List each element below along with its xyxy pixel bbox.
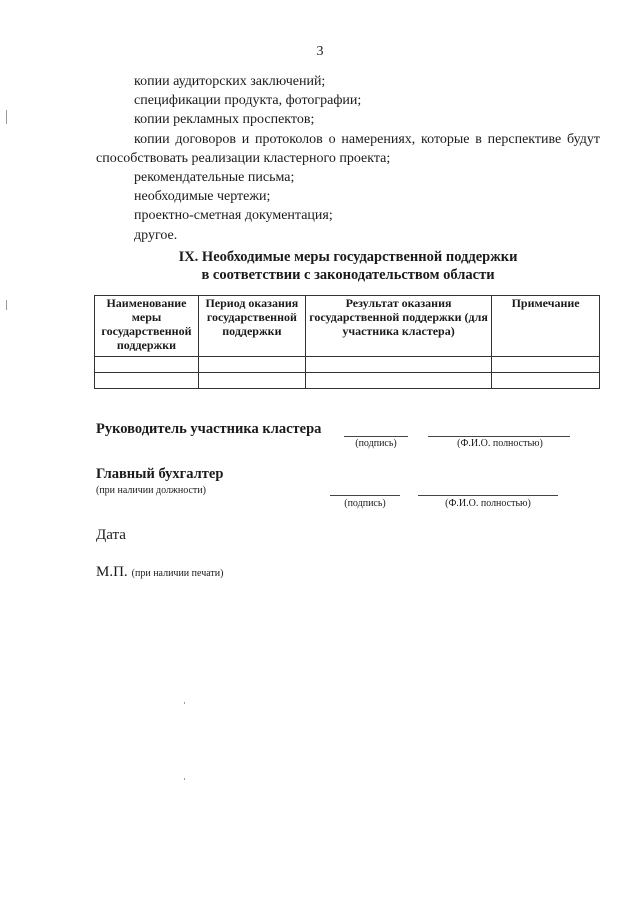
table-cell[interactable] xyxy=(305,373,491,389)
header-measure-name: Наименование меры государственной поддержки xyxy=(95,296,199,357)
table-cell[interactable] xyxy=(95,373,199,389)
section-title-line2: в соответствии с законодательством области xyxy=(201,267,495,283)
stamp-block xyxy=(96,563,223,581)
head-name-line[interactable] xyxy=(428,436,570,437)
accountant-note: (при наличии должности) xyxy=(96,485,206,496)
list-item: необходимые чертежи; xyxy=(134,189,271,205)
head-signature-line[interactable] xyxy=(344,436,408,437)
accountant-signature-line[interactable] xyxy=(330,495,400,496)
table-header-row xyxy=(95,296,600,357)
table-row xyxy=(95,357,600,373)
section-title xyxy=(0,248,640,284)
scan-mark xyxy=(6,110,7,124)
page-number: 3 xyxy=(316,44,324,59)
section-title-line1: IX. Необходимые меры государственной поддержки xyxy=(178,249,518,265)
header-note: Примечание xyxy=(492,296,600,357)
accountant-name-caption: (Ф.И.О. полностью) xyxy=(445,498,531,509)
list-item: проектно-сметная документация; xyxy=(134,208,333,224)
list-item: копии аудиторских заключений; xyxy=(134,74,326,89)
table-cell[interactable] xyxy=(492,357,600,373)
stamp-note: (при наличии печати) xyxy=(131,568,224,579)
accountant-signature-label: Главный бухгалтер xyxy=(96,466,224,482)
scan-mark xyxy=(184,778,185,780)
list-item: копии рекламных проспектов; xyxy=(134,112,315,128)
scan-mark xyxy=(184,702,185,704)
table-cell[interactable] xyxy=(305,357,491,373)
head-name-caption: (Ф.И.О. полностью) xyxy=(457,438,543,449)
table-cell[interactable] xyxy=(198,357,305,373)
date-label: Дата xyxy=(96,527,126,543)
table-cell[interactable] xyxy=(198,373,305,389)
list-item: копии договоров и протоколов о намерениях, которые в перспективе будут способствовать реализации кластерного проекта; xyxy=(96,131,600,166)
head-signature-label: Руководитель участника кластера xyxy=(96,421,322,437)
stamp-label: М.П. xyxy=(96,564,128,580)
scan-mark xyxy=(6,300,7,310)
table-row xyxy=(95,373,600,389)
header-result: Результат оказания государственной поддержки (для участника кластера) xyxy=(305,296,491,357)
document-list xyxy=(96,72,600,245)
list-item: спецификации продукта, фотографии; xyxy=(134,93,362,109)
list-item: другое. xyxy=(134,227,178,243)
header-period: Период оказания государственной поддержки xyxy=(198,296,305,357)
accountant-signature-caption: (подпись) xyxy=(344,498,386,509)
accountant-name-line[interactable] xyxy=(418,495,558,496)
support-measures-table xyxy=(94,295,600,389)
table-cell[interactable] xyxy=(95,357,199,373)
head-signature-caption: (подпись) xyxy=(355,438,397,449)
table-cell[interactable] xyxy=(492,373,600,389)
list-item: рекомендательные письма; xyxy=(134,170,295,186)
